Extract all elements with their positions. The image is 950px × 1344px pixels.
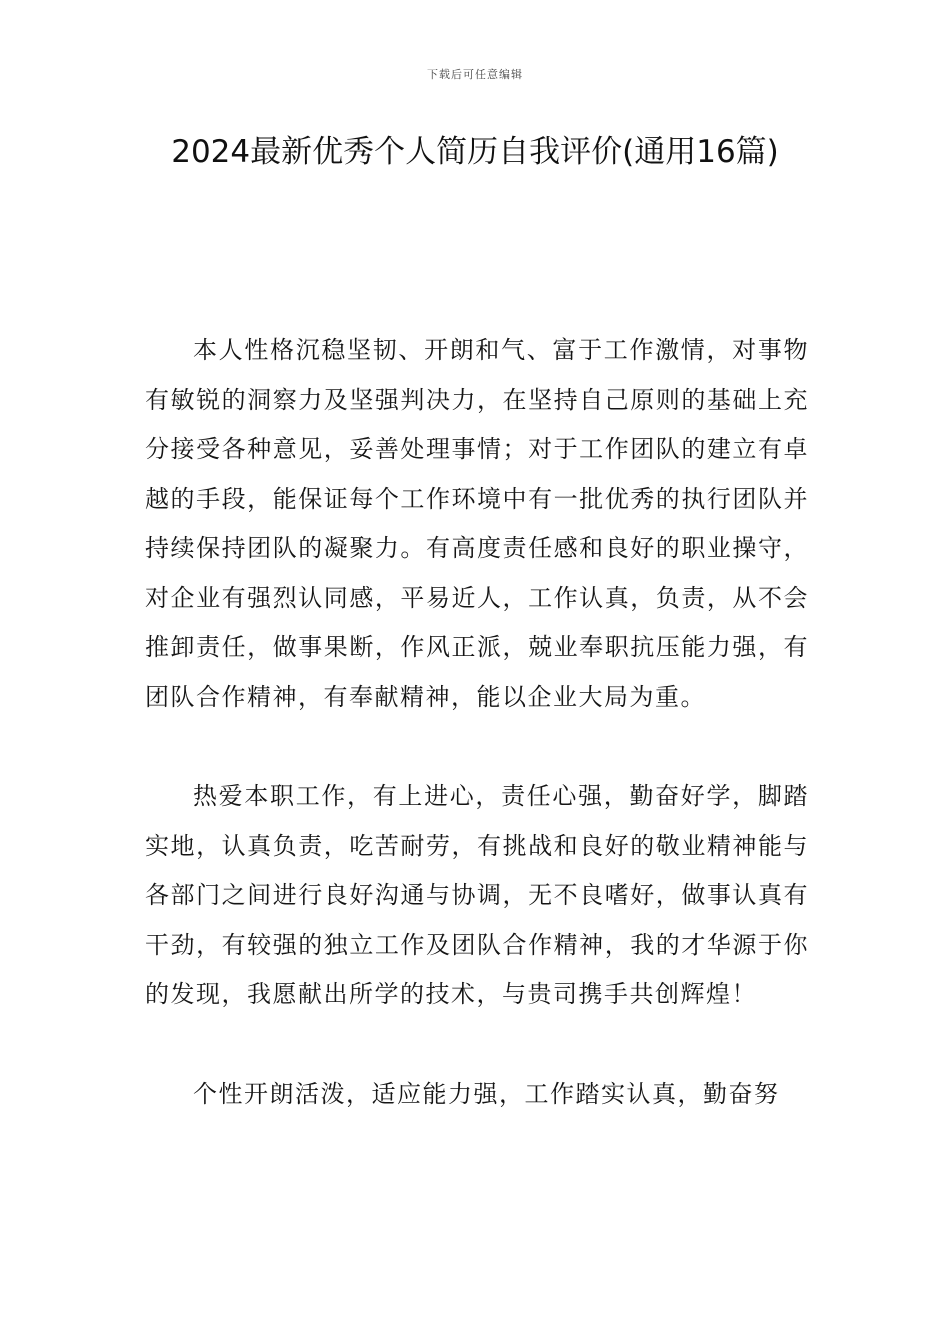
paragraph-2: 热爱本职工作，有上进心，责任心强，勤奋好学，脚踏实地，认真负责，吃苦耐劳，有挑战和良好的敬业精神能与各部门之间进行良好沟通与协调，无不良嗜好，做事认真有干劲，有较强的独立工作及团队合作精神，我的才华源于你的发现，我愿献出所学的技术，与贵司携手共创辉煌！ (145, 782, 809, 1008)
document-title: 2024最新优秀个人简历自我评价(通用16篇) (171, 134, 779, 170)
header-note: 下载后可任意编辑 (427, 68, 523, 81)
paragraph-3: 个性开朗活泼，适应能力强，工作踏实认真，勤奋努 (193, 1079, 780, 1108)
paragraph-1: 本人性格沉稳坚韧、开朗和气、富于工作激情，对事物有敏锐的洞察力及坚强判决力，在坚持自己原则的基础上充分接受各种意见，妥善处理事情；对于工作团队的建立有卓越的手段，能保证每个工作环境中有一批优秀的执行团队并持续保持团队的凝聚力。有高度责任感和良好的职业操守，对企业有强烈认同感，平易近人，工作认真，负责，从不会推卸责任，做事果断，作风正派，兢业奉职抗压能力强，有团队合作精神，有奉献精神，能以企业大局为重。 (145, 336, 809, 711)
document-body (145, 326, 809, 1169)
